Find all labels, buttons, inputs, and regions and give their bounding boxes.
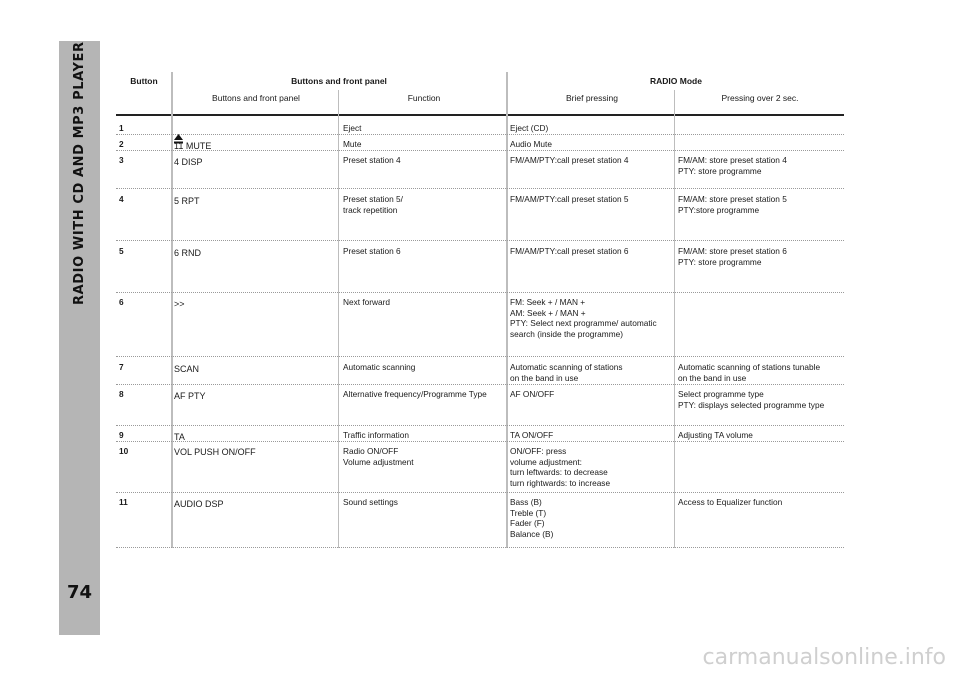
section-title: RADIO WITH CD AND MP3 PLAYER [72,41,87,305]
row-number: 7 [119,362,124,372]
header-group-right: RADIO Mode [650,76,702,86]
row-function: Alternative frequency/Programme Type [343,389,487,399]
row-function: Eject [343,123,362,133]
row-number: 4 [119,194,124,204]
row-button: 11 MUTE [174,141,212,151]
row-brief: FM/AM/PTY:call preset station 4 [510,155,629,165]
row-number: 6 [119,297,124,307]
row-button: >> [174,299,185,309]
page-number: 74 [66,582,93,603]
row-function: Next forward [343,297,391,307]
row-divider [116,292,844,293]
header-group-left: Buttons and front panel [291,76,387,86]
row-button: 6 RND [174,248,202,258]
row-long: FM/AM: store preset station 4 PTY: store programme [678,155,787,176]
row-brief: FM/AM/PTY:call preset station 5 [510,194,629,204]
row-divider [116,441,844,442]
row-long: FM/AM: store preset station 5 PTY:store programme [678,194,787,215]
row-number: 11 [119,497,128,507]
row-number: 8 [119,389,124,399]
row-number: 1 [119,123,124,133]
row-function: Preset station 4 [343,155,401,165]
row-brief: AF ON/OFF [510,389,555,399]
row-long: Adjusting TA volume [678,430,753,440]
row-brief: Audio Mute [510,139,552,149]
row-button: SCAN [174,364,200,374]
row-divider [116,492,844,493]
column-separator [674,90,675,548]
row-number: 9 [119,430,124,440]
column-separator [171,72,173,548]
row-long: Automatic scanning of stations tunable on the band in use [678,362,821,383]
column-separator [506,72,508,548]
header-sub-function: Function [407,93,441,103]
row-divider [116,134,844,135]
row-function: Sound settings [343,497,398,507]
row-brief: Bass (B) Treble (T) Fader (F) Balance (B) [510,497,554,539]
row-divider [116,240,844,241]
row-function: Preset station 6 [343,246,401,256]
row-function: Automatic scanning [343,362,416,372]
row-number: 10 [119,446,129,456]
row-brief: FM/AM/PTY:call preset station 6 [510,246,629,256]
row-button: AF PTY [174,391,206,401]
row-button: 4 DISP [174,157,203,167]
row-brief: TA ON/OFF [510,430,554,440]
row-number: 3 [119,155,124,165]
row-divider [116,188,844,189]
row-divider [116,150,844,151]
row-button: TA [174,432,185,442]
row-button: VOL PUSH ON/OFF [174,447,256,457]
row-brief: Automatic scanning of stations on the band in use [510,362,623,383]
row-function: Radio ON/OFF Volume adjustment [343,446,414,467]
header-sub-buttons: Buttons and front panel [212,93,300,103]
row-divider [116,425,844,426]
header-rule [116,114,844,116]
watermark: carmanualsonline.info [702,645,946,670]
row-function: Traffic information [343,430,409,440]
row-divider [116,547,844,548]
row-long: Access to Equalizer function [678,497,783,507]
column-separator [338,90,339,548]
header-sub-brief: Brief pressing [566,93,618,103]
row-function: Mute [343,139,362,149]
row-button: AUDIO DSP [174,499,224,509]
row-divider [116,356,844,357]
row-number: 2 [119,139,124,149]
row-function: Preset station 5/ track repetition [343,194,403,215]
header-sub-long: Pressing over 2 sec. [721,93,799,103]
sidebar-band [59,41,100,635]
row-number: 5 [119,246,124,256]
row-brief: Eject (CD) [510,123,549,133]
header-button: Button [130,76,158,86]
row-button: 5 RPT [174,196,200,206]
row-long: FM/AM: store preset station 6 PTY: store programme [678,246,787,267]
row-long: Select programme type PTY: displays selected programme type [678,389,825,410]
row-brief: ON/OFF: press volume adjustment: turn leftwards: to decrease turn rightwards: to increase [510,446,611,488]
row-divider [116,384,844,385]
row-brief: FM: Seek + / MAN + AM: Seek + / MAN + PTY: Select next programme/ automatic search (inside the programme) [510,297,657,339]
